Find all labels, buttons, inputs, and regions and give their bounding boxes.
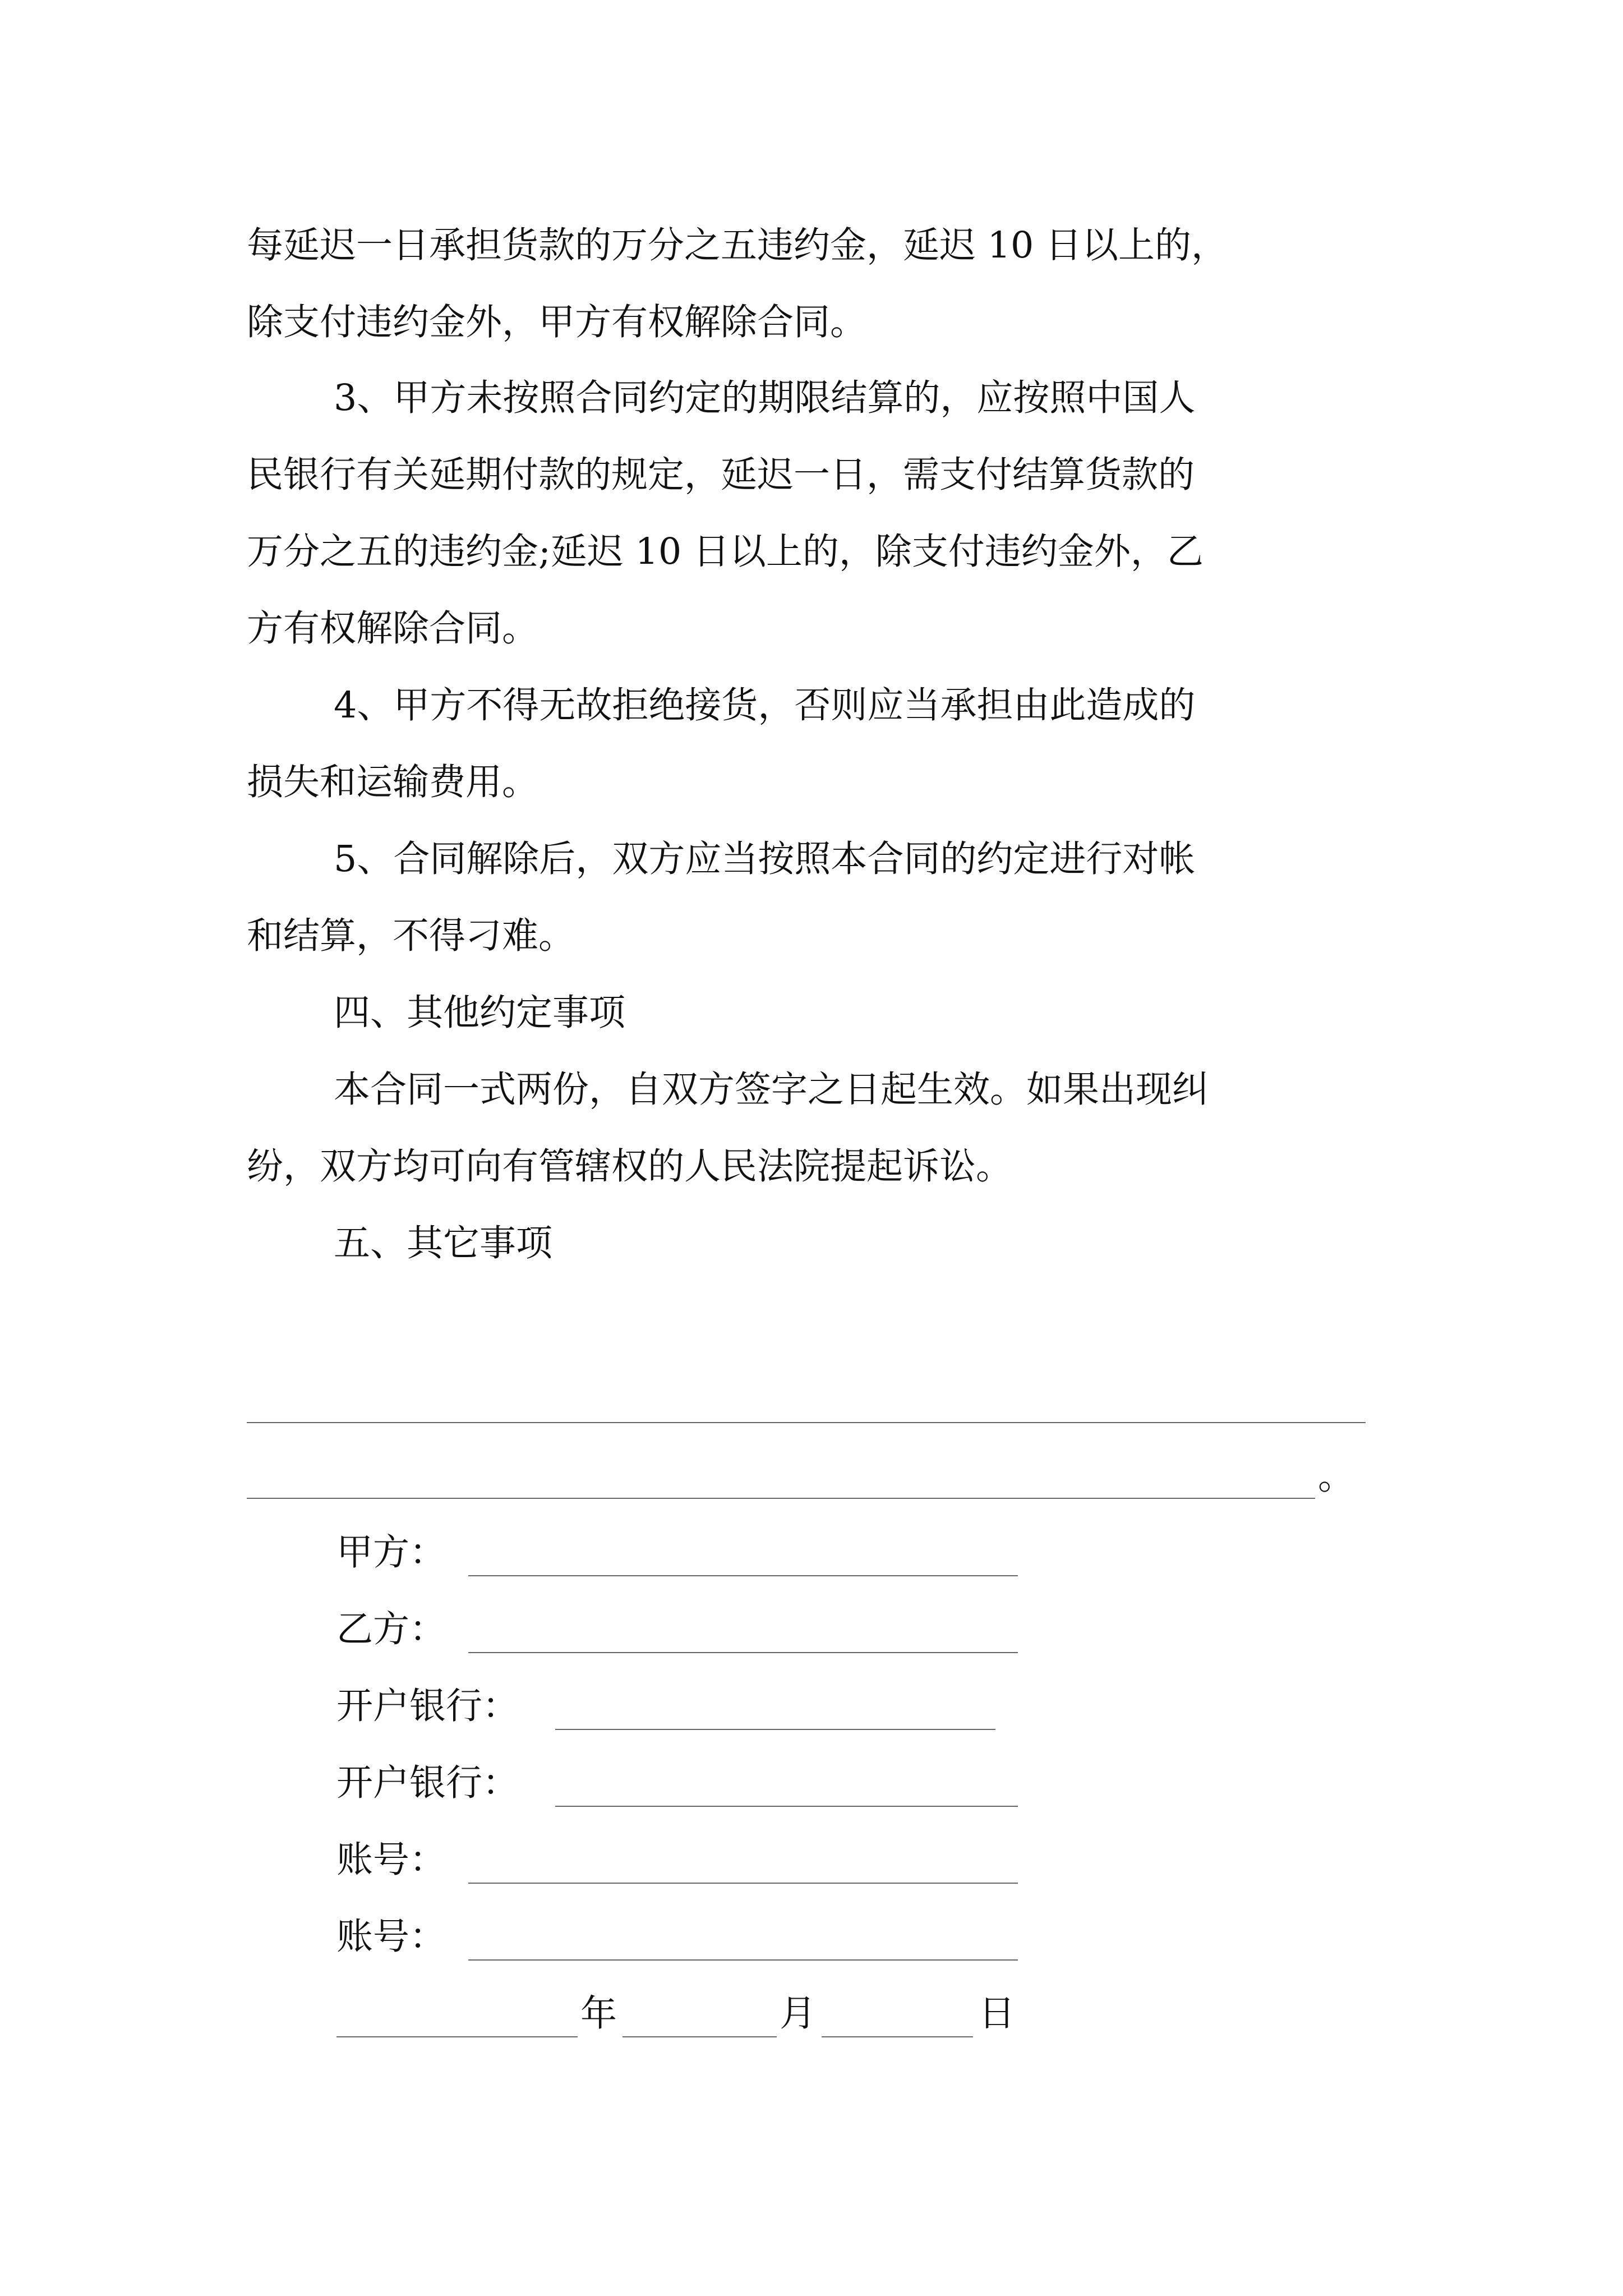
paragraph-line: 和结算，不得刁难。 xyxy=(247,915,575,957)
paragraph-line: 本合同一式两份，自双方签字之日起生效。如果出现纠 xyxy=(334,1069,1209,1111)
party-b-label: 乙方： xyxy=(336,1608,446,1650)
paragraph-line: 除支付违约金外，甲方有权解除合同。 xyxy=(247,301,867,343)
bank-a-blank xyxy=(555,1729,995,1730)
blank-line xyxy=(247,1422,1366,1423)
paragraph-line: 万分之五的违约金;延迟 10 日以上的，除支付违约金外，乙 xyxy=(247,531,1204,573)
paragraph-line: 方有权解除合同。 xyxy=(247,608,539,650)
paragraph-line: 损失和运输费用。 xyxy=(247,761,539,803)
account-b-blank xyxy=(468,1959,1018,1961)
party-b-blank xyxy=(468,1652,1018,1653)
bank-a-label: 开户银行： xyxy=(336,1685,519,1727)
account-b-label: 账号： xyxy=(336,1916,446,1958)
section-heading: 四、其他约定事项 xyxy=(334,992,626,1034)
paragraph-line: 4、甲方不得无故拒绝接货，否则应当承担由此造成的 xyxy=(334,684,1196,726)
party-a-blank xyxy=(468,1575,1018,1576)
month-blank xyxy=(623,2036,777,2037)
account-a-blank xyxy=(468,1883,1018,1884)
paragraph-line: 5、合同解除后，双方应当按照本合同的约定进行对帐 xyxy=(334,838,1196,880)
account-a-label: 账号： xyxy=(336,1839,446,1881)
paragraph-line: 纷，双方均可向有管辖权的人民法院提起诉讼。 xyxy=(247,1145,1013,1188)
bank-b-blank xyxy=(555,1806,1018,1807)
blank-line xyxy=(247,1498,1315,1499)
paragraph-line: 3、甲方未按照合同约定的期限结算的，应按照中国人 xyxy=(334,377,1196,419)
year-blank xyxy=(336,2036,578,2037)
bank-b-label: 开户银行： xyxy=(336,1762,519,1804)
day-label: 日 xyxy=(979,1993,1016,2035)
year-label: 年 xyxy=(580,1993,617,2035)
day-blank xyxy=(822,2036,973,2037)
paragraph-line: 每延迟一日承担货款的万分之五违约金，延迟 10 日以上的， xyxy=(247,224,1228,266)
blank-end-mark: 。 xyxy=(1318,1456,1355,1498)
month-label: 月 xyxy=(780,1993,817,2035)
section-heading: 五、其它事项 xyxy=(334,1222,553,1264)
paragraph-line: 民银行有关延期付款的规定，延迟一日，需支付结算货款的 xyxy=(247,454,1195,496)
party-a-label: 甲方： xyxy=(336,1531,446,1573)
